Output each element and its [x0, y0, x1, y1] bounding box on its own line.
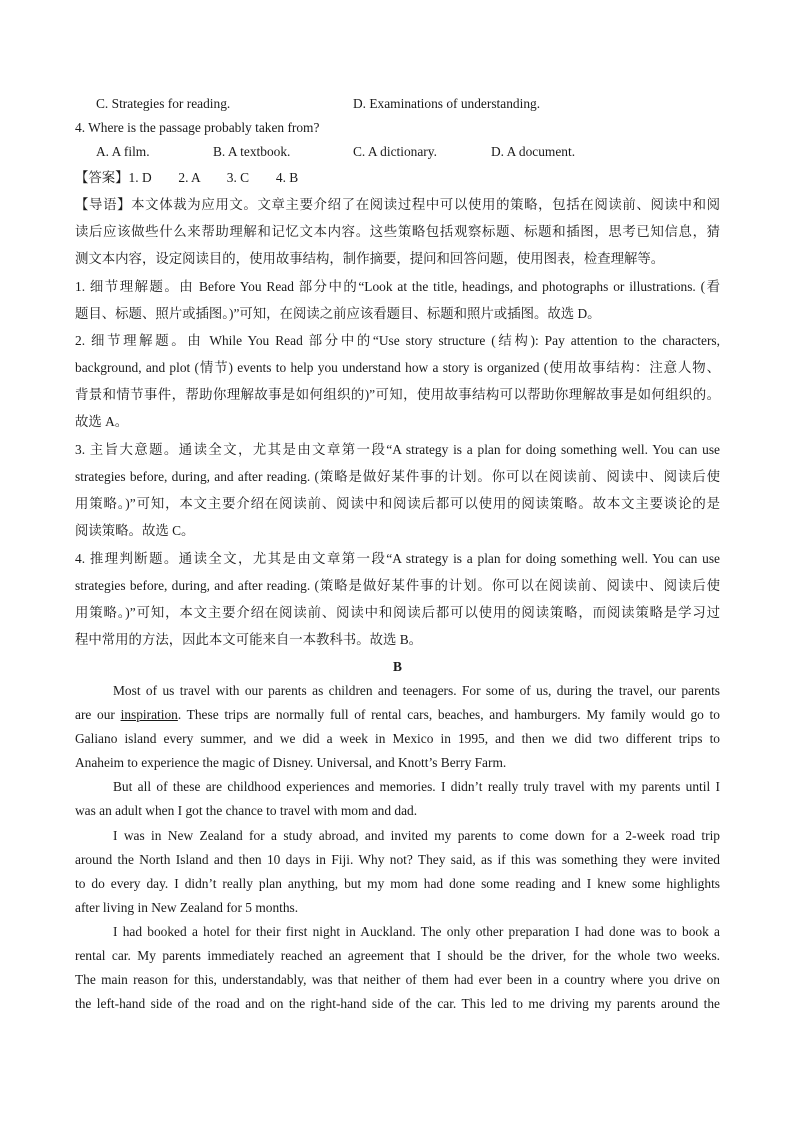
explanation-line: 题目、标题、照片或插图。)”可知，在阅读之前应该看题目、标题和照片或插图。故选 D。	[75, 306, 601, 321]
q4-option-a: A. A film.	[96, 144, 150, 159]
guide-line: 【导语】本文体裁为应用文。文章主要介绍了在阅读过程中可以使用的策略，包括在阅读前、阅读中和阅	[75, 197, 720, 212]
passage-line: Most of us travel with our parents as children and teenagers. For some of us, during the travel, our parents	[113, 683, 720, 698]
passage-line: the left-hand side of the road and on the right-hand side of the car. This led to me driving my parents around the	[75, 996, 720, 1011]
explanation-line: strategies before, during, and after reading. (策略是做好某件事的计划。你可以在阅读前、阅读中、阅读后使	[75, 469, 720, 484]
passage-line: The main reason for this, understandably, was that neither of them had ever been in a country where you drive on	[75, 972, 720, 987]
q3-option-c: C. Strategies for reading.	[96, 96, 231, 111]
passage-line: I had booked a hotel for their first night in Auckland. The only other preparation I had done was to book a	[113, 924, 720, 939]
passage-line: to do every day. I didn’t really plan anything, but my mom had done some reading and I knew some highlights	[75, 876, 720, 891]
explanation-line: 故选 A。	[75, 414, 129, 429]
underlined-word: inspiration	[120, 707, 178, 722]
passage-line: Galiano island every summer, and we did a week in Mexico in 1995, and then we did two different trips to	[75, 731, 720, 746]
explanation-line: 程中常用的方法，因此本文可能来自一本教科书。故选 B。	[75, 632, 423, 647]
q3-option-d: D. Examinations of understanding.	[353, 96, 541, 111]
explanation-line: background, and plot (情节) events to help you understand how a story is organized (使用故事结构：注意人物、	[75, 360, 720, 375]
explanation-line: 用策略。)”可知，本文主要介绍在阅读前、阅读中和阅读后都可以使用的阅读策略，而阅读策略是学习过	[75, 605, 720, 620]
explanation-line: strategies before, during, and after reading. (策略是做好某件事的计划。你可以在阅读前、阅读中、阅读后使	[75, 578, 720, 593]
explanation-line: 阅读策略。故选 C。	[75, 523, 195, 538]
passage-line: rental car. My parents immediately reached an agreement that I should be the driver, for the whole two weeks.	[75, 948, 720, 963]
guide-line: 读后应该做些什么来帮助理解和记忆文本内容。这些策略包括观察标题、标题和插图，思考已知信息，猜	[75, 224, 720, 239]
passage-line: I was in New Zealand for a study abroad, and invited my parents to come down for a 2-week road trip	[113, 828, 720, 843]
passage-line: are our inspiration. These trips are normally full of rental cars, beaches, and hamburgers. My family would go to	[75, 707, 720, 722]
passage-line: was an adult when I got the chance to travel with mom and dad.	[75, 803, 418, 818]
q4-option-d: D. A document.	[491, 144, 576, 159]
guide-line: 测文本内容，设定阅读目的，使用故事结构，制作摘要，提问和回答问题，使用图表，检查理解等。	[75, 251, 665, 266]
explanation-line: 背景和情节事件，帮助你理解故事是如何组织的)”可知，使用故事结构可以帮助你理解故事是如何组织的。	[75, 387, 720, 402]
explanation-line: 用策略。)”可知，本文主要介绍在阅读前、阅读中和阅读后都可以使用的阅读策略。故本文主要谈论的是	[75, 496, 720, 511]
explanation-line: 3. 主旨大意题。通读全文，尤其是由文章第一段“A strategy is a plan for doing something well. You can use	[75, 442, 720, 457]
passage-line: after living in New Zealand for 5 months.	[75, 900, 299, 915]
passage-line: around the North Island and then 10 days in Fiji. Why not? They said, as if this was something they were invited	[75, 852, 720, 867]
explanation-line: 4. 推理判断题。通读全文，尤其是由文章第一段“A strategy is a plan for doing something well. You can use	[75, 551, 720, 566]
passage-line: But all of these are childhood experiences and memories. I didn’t really truly travel with my parents until I	[113, 779, 720, 794]
q4-option-c: C. A dictionary.	[353, 144, 437, 159]
section-b-heading: B	[393, 659, 402, 674]
q4-option-b: B. A textbook.	[213, 144, 291, 159]
explanation-line: 2. 细节理解题。由 While You Read 部分中的“Use story structure (结构): Pay attention to the characters,	[75, 333, 720, 348]
q4-stem: 4. Where is the passage probably taken from?	[75, 120, 320, 135]
passage-line: Anaheim to experience the magic of Disney. Universal, and Knott’s Berry Farm.	[75, 755, 507, 770]
explanation-line: 1. 细节理解题。由 Before You Read 部分中的“Look at the title, headings, and photographs or illustrations. (看	[75, 279, 720, 294]
answer-key: 【答案】1. D 2. A 3. C 4. B	[75, 170, 299, 185]
